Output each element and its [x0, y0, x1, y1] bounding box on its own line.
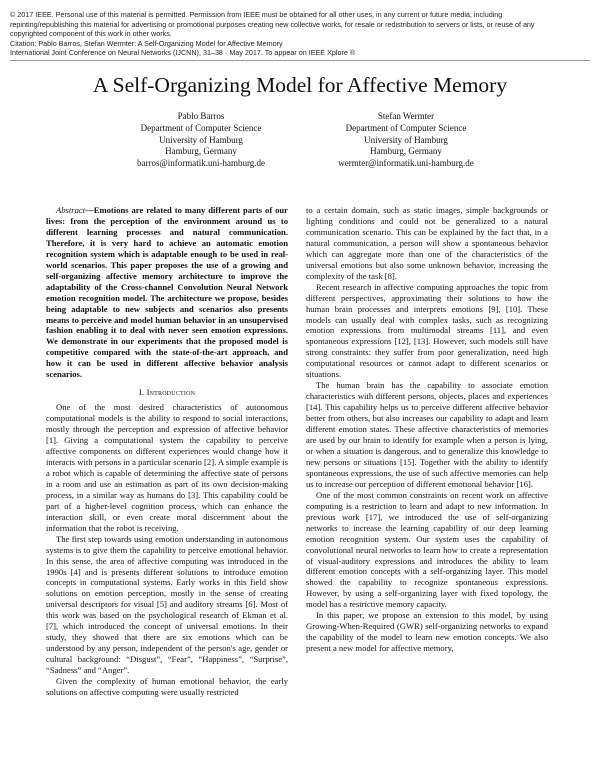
author-block-1 [96, 111, 306, 170]
section-heading: I. Introduction [138, 387, 196, 398]
paragraph: Recent research in affective computing approaches the topic from different perspectives, approximating their solutions to how the human brain processes and interprets emotions [9], [10]. These models can usually deal with complex tasks, such as recognizing emotion expressions from multimodal streams [11], and even spontaneous expressions [12], [13]. However, such models still have strong constraints: they suffer from poor generalization, need high computational resources or cannot adapt to different scenarios or situations. [306, 281, 548, 380]
copyright-notice [10, 10, 590, 61]
author-city: Hamburg, Germany [165, 146, 237, 157]
author-email: wermter@informatik.uni-hamburg.de [338, 158, 474, 169]
paragraph: One of the most common constraints on recent work on affective computing is a restriction to learn and adapt to new information. In previous work [17], we introduced the use of self-organizing networks to increase the learning capability of our deep learning emotion recognition system. Our system uses the capability of convolutional neural networks to learn how to create a representation of visual-auditory expressions and introduces the ability to learn different emotion concepts with a self-organizing layer. This model showed the capability to recognize spontaneous expressions. However, by using a self-organizing layer with fixed topology, the model has a restrictive memory capacity. [306, 489, 548, 610]
author-block-2 [301, 111, 511, 170]
left-column [46, 205, 288, 698]
notice-line: International Joint Conference on Neural Networks (IJCNN), 31–38 · May 2017. To appear on IEEE Xplore ® [10, 48, 356, 58]
paragraph: to a certain domain, such as static images, simple backgrounds or lighting conditions and could not be generalized to a natural communication scenario. This can be explained by the fact that, in a natural communication, a person will show a spontaneous behavior which can aggregate more than one of the characteristics of the universal emotions but also some unknown behavior, increasing the complexity of the task [8]. [306, 205, 548, 281]
notice-line: copyrighted component of this work in other works. [10, 29, 172, 39]
author-email: barros@informatik.uni-hamburg.de [136, 158, 266, 169]
notice-line: repinting/republishing this material for advertising or promotional purposes creating new collective works, for resale or redistribution to servers or lists, or reuse of any [10, 19, 535, 29]
author-department: Department of Computer Science [140, 122, 262, 133]
author-name: Stefan Wermter [377, 111, 435, 121]
paragraph: One of the most desired characteristics of autonomous computational models is the ability to respond to social interactions, mostly through the perception and expression of affective behavior [1]. Giving a computational system the capability to perceive affective components on different experiences would change how it interacts with persons in a particular scenario [2]. A simple example is a robot which is capable of determining the affective state of persons in a room and use an estimation as part of its own decision-making process, in a similar way as humans do [3]. This capability could be part of a higher-level cognition process, which can enhance the interaction skill, or even create moral discernment about the information that the robot is receiving. [46, 402, 288, 533]
paper-title: A Self-Organizing Model for Affective Memory [92, 73, 508, 97]
abstract-lead: Abstract [56, 205, 86, 215]
author-city: Hamburg, Germany [370, 146, 442, 157]
author-department: Department of Computer Science [345, 122, 467, 133]
right-column [306, 205, 548, 654]
paragraph: In this paper, we propose an extension to this model, by using Growing-When-Required (GWR) self-organizing networks to expand the capability of the model to learn new emotion concepts. We also present a new model for affective memory, [306, 610, 548, 654]
author-name: Pablo Barros [177, 111, 225, 121]
abstract [46, 205, 288, 380]
abstract-body: —Emotions are related to many different parts of our lives: from the perception of the environment around us to different learning processes and natural communication. Therefore, it is very hard to achieve an automatic emotion recognition system which is adaptable enough to be used in real-world scenarios. This paper proposes the use of a growing and self-organizing affective memory architecture to improve the adaptability of the Cross-channel Convolution Neural Network emotion recognition model. The architecture we propose, besides being adaptable to new subjects and scenarios also presents means to perceive and model human behavior in an unsupervised fashion enabling it to deal with never seen emotion expressions. We demonstrate in our experiments that the proposed model is competitive compared with the state-of-the-art approach, and how it can be used in different affective behavior analysis scenarios. [46, 205, 288, 380]
notice-line: Citation: Pablo Barros, Stefan Wermter: A Self-Organizing Model for Affective Memory [10, 38, 283, 48]
author-university: University of Hamburg [159, 134, 243, 145]
author-university: University of Hamburg [364, 134, 448, 145]
notice-line: © 2017 IEEE. Personal use of this material is permitted. Permission from IEEE must be obtained for all other uses, in any current or future media, including [10, 10, 503, 19]
paragraph: The human brain has the capability to associate emotion characteristics with different persons, objects, places and experiences [14]. This capability helps us to perceive different affective behavior better from others, but also increases our capability to adapt and learn different emotion states. These affective characteristics of memories are used by our brain to identify for example when a person is lying, or when a situation is dangerous, and to generalize this knowledge to new persons or situations [15]. Together with the ability to identify spontaneous expressions, the use of such affective memories can help us to increase our perception of different emotional behavior [16]. [306, 380, 548, 489]
paragraph: Given the complexity of human emotional behavior, the early solutions on affective computing were usually restricted [46, 676, 288, 697]
paragraph: The first step towards using emotion understanding in autonomous systems is to give them the capability to perceive emotional behavior. In this sense, the area of affective computing was introduced in the 1990s [4] and is presents different solutions to introduce emotion concepts in computational systems. Early works in this field show solutions on emotion perception, mostly in the sense of creating universal descriptors for visual [5] and auditory streams [6]. Most of this work was based on the psychological research of Ekman et al. [7], which introduced the concept of universal emotions. In their study, they showed that there are six emotions which can be understood by any person, independent of the person's age, gender or cultural background: “Disgust”, “Fear”, “Happiness”, “Surprise”, “Sadness” and “Anger”. [46, 533, 288, 676]
